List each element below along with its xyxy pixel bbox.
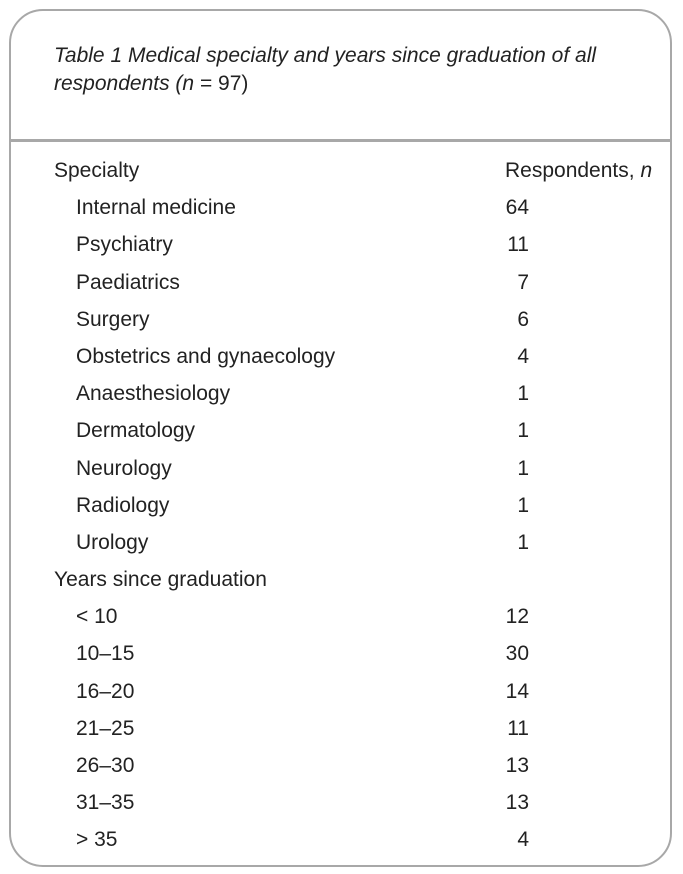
row-label: 21–25 xyxy=(76,716,135,740)
data-table xyxy=(11,152,670,859)
caption-title: Table 1 Medical specialty and years since graduation of all respondents ( xyxy=(54,44,597,95)
table-row xyxy=(11,338,670,375)
row-value: 14 xyxy=(505,679,529,703)
table-row xyxy=(11,635,670,672)
row-value: 1 xyxy=(517,530,529,554)
table-row xyxy=(11,450,670,487)
table-row xyxy=(11,189,670,226)
row-label: < 10 xyxy=(76,605,118,629)
row-value: 13 xyxy=(505,754,529,777)
header-n-symbol: n xyxy=(640,159,653,182)
row-value: 1 xyxy=(517,419,529,443)
table-row xyxy=(11,301,670,338)
table-row xyxy=(11,710,670,747)
row-value: 11 xyxy=(507,716,529,740)
table-row xyxy=(11,412,670,449)
row-label: Urology xyxy=(76,530,149,554)
row-value: 1 xyxy=(517,493,529,517)
row-value: 11 xyxy=(507,233,529,257)
row-value: 4 xyxy=(517,344,529,368)
row-label: 26–30 xyxy=(76,754,135,777)
row-value: 6 xyxy=(517,307,529,331)
table-frame xyxy=(9,9,672,867)
table-row xyxy=(11,598,670,635)
row-value: 13 xyxy=(505,791,529,815)
caption-n-symbol: n xyxy=(182,72,195,95)
header-respondents-text: Respondents, xyxy=(505,159,641,182)
section-row-years xyxy=(11,561,670,598)
row-label: 31–35 xyxy=(76,791,135,815)
row-label: Internal medicine xyxy=(76,196,236,220)
table-row xyxy=(11,524,670,561)
row-value: 7 xyxy=(517,270,529,294)
header-row xyxy=(11,152,670,189)
row-label: Surgery xyxy=(76,307,150,331)
table-row xyxy=(11,264,670,301)
row-value: 64 xyxy=(505,196,529,220)
table-row xyxy=(11,821,670,858)
row-label: Anaesthesiology xyxy=(76,382,231,406)
row-label: > 35 xyxy=(76,828,118,852)
table-row xyxy=(11,784,670,821)
row-label: Dermatology xyxy=(76,419,196,443)
table-row xyxy=(11,226,670,263)
row-value: 1 xyxy=(517,456,529,480)
caption-divider xyxy=(11,139,670,142)
row-value: 30 xyxy=(505,642,529,666)
table-row xyxy=(11,747,670,784)
row-label: Paediatrics xyxy=(76,270,180,294)
header-respondents-label xyxy=(505,152,652,189)
row-value: 1 xyxy=(517,382,529,406)
row-label: Neurology xyxy=(76,456,172,480)
header-specialty-label: Specialty xyxy=(54,159,140,182)
row-label: Psychiatry xyxy=(76,233,173,257)
row-label: 10–15 xyxy=(76,642,135,666)
row-value: 4 xyxy=(517,828,529,852)
years-section-label: Years since graduation xyxy=(54,568,267,592)
table-caption xyxy=(54,42,654,98)
row-label: Obstetrics and gynaecology xyxy=(76,344,336,368)
row-value: 12 xyxy=(505,605,529,629)
table-row xyxy=(11,487,670,524)
row-label: 16–20 xyxy=(76,679,135,703)
table-row xyxy=(11,673,670,710)
table-row xyxy=(11,375,670,412)
row-label: Radiology xyxy=(76,493,170,517)
caption-tail: = 97) xyxy=(194,72,249,95)
